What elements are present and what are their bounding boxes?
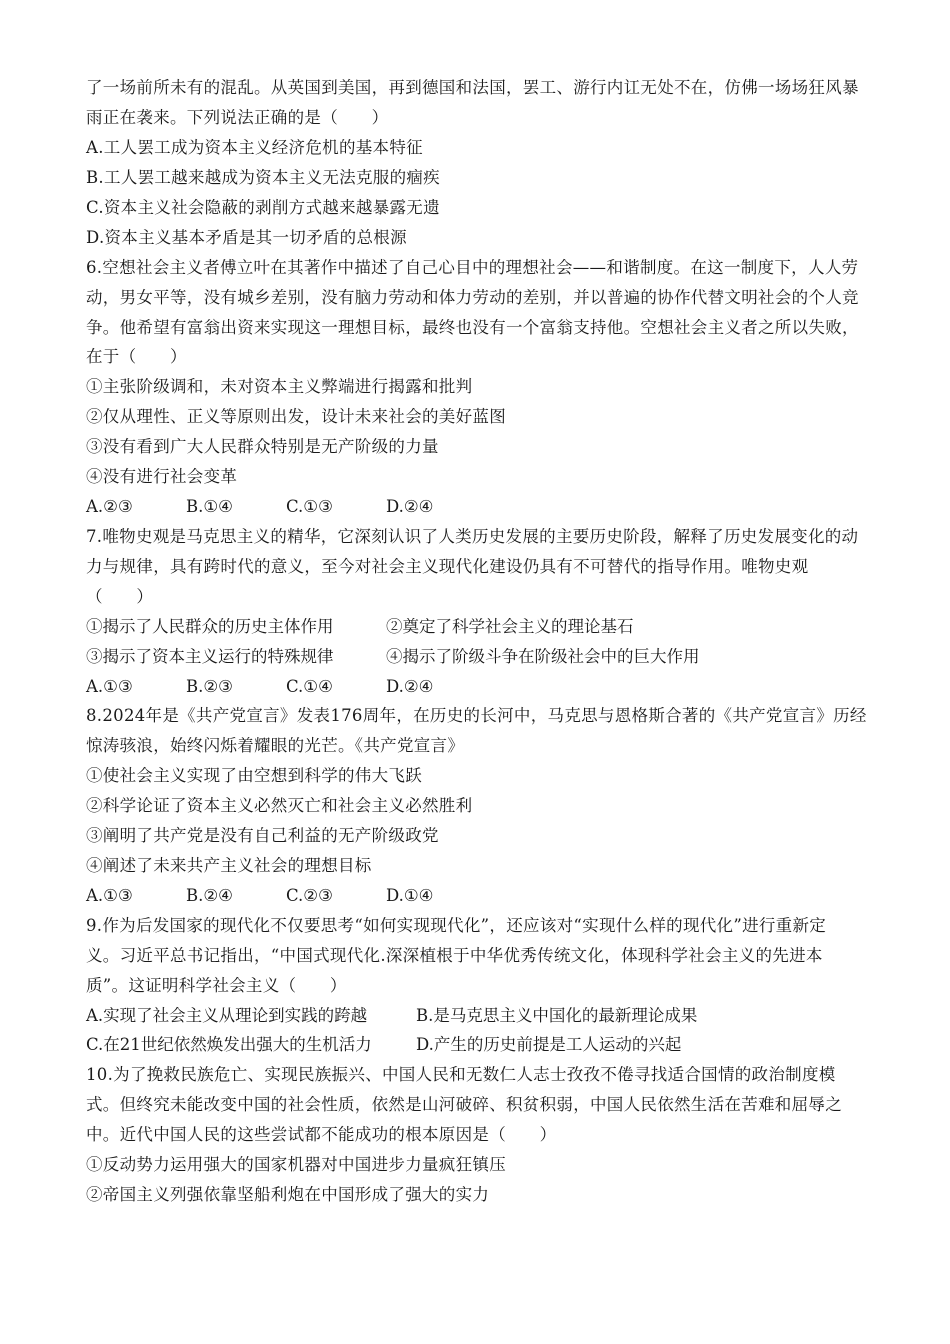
- q5-option-a: A.工人罢工成为资本主义经济危机的基本特征: [86, 138, 423, 157]
- q9-stem-line-3: 质”。这证明科学社会主义（ ）: [86, 976, 347, 995]
- q9-option-b: B.是马克思主义中国化的最新理论成果: [416, 1006, 698, 1025]
- q6-option-a: A.②③: [86, 497, 133, 516]
- q9-stem-line-2: 义。习近平总书记指出，“中国式现代化.深深植根于中华优秀传统文化，体现科学社会主义的先进本: [86, 946, 823, 965]
- q8-item-3: ③阐明了共产党是没有自己利益的无产阶级政党: [86, 826, 439, 845]
- q9-stem-line-1: 9.作为后发国家的现代化不仅要思考“如何实现现代化”，还应该对“实现什么样的现代化”进行重新定: [86, 916, 827, 935]
- q6-item-3: ③没有看到广大人民群众特别是无产阶级的力量: [86, 437, 439, 456]
- q7-option-d: D.②④: [386, 677, 434, 696]
- q6-option-d: D.②④: [386, 497, 434, 516]
- q9-option-d: D.产生的历史前提是工人运动的兴起: [416, 1035, 682, 1054]
- q6-option-b: B.①④: [186, 497, 233, 516]
- q7-stem-line-1: 7.唯物史观是马克思主义的精华，它深刻认识了人类历史发展的主要历史阶段，解释了历史发展变化的动: [86, 527, 859, 546]
- q8-stem-line-1: 8.2024年是《共产党宣言》发表176周年，在历史的长河中，马克思与恩格斯合著的《共产党宣言》历经: [86, 706, 867, 725]
- q8-option-d: D.①④: [386, 886, 434, 905]
- q7-option-b: B.②③: [186, 677, 233, 696]
- q5-stem-line-2: 雨正在袭来。下列说法正确的是（ ）: [86, 108, 389, 127]
- q8-option-b: B.②④: [186, 886, 233, 905]
- q10-stem-line-1: 10.为了挽救民族危亡、实现民族振兴、中国人民和无数仁人志士孜孜不倦寻找适合国情的政治制度模: [86, 1065, 836, 1084]
- q6-item-4: ④没有进行社会变革: [86, 467, 238, 486]
- q6-stem-line-2: 动，男女平等，没有城乡差别，没有脑力劳动和体力劳动的差别，并以普遍的协作代替文明社会的个人竞: [86, 288, 859, 307]
- q7-stem-line-3: （ ）: [86, 587, 154, 606]
- q6-stem-line-3: 争。他希望有富翁出资来实现这一理想目标，最终也没有一个富翁支持他。空想社会主义者之所以失败，: [86, 318, 859, 337]
- q6-stem-line-4: 在于（ ）: [86, 347, 187, 366]
- q7-option-a: A.①③: [86, 677, 133, 696]
- q8-item-4: ④阐述了未来共产主义社会的理想目标: [86, 856, 372, 875]
- q7-option-c: C.①④: [286, 677, 333, 696]
- q5-stem-line-1: 了一场前所未有的混乱。从英国到美国，再到德国和法国，罢工、游行内讧无处不在，仿佛一场场狂风暴: [86, 78, 859, 97]
- q7-item-1: ①揭示了人民群众的历史主体作用: [86, 617, 334, 636]
- q6-item-1: ①主张阶级调和，未对资本主义弊端进行揭露和批判: [86, 377, 473, 396]
- q7-item-4: ④揭示了阶级斗争在阶级社会中的巨大作用: [386, 647, 700, 666]
- q10-stem-line-2: 式。但终究未能改变中国的社会性质，依然是山河破碎、积贫积弱，中国人民依然生活在苦难和屈辱之: [86, 1095, 842, 1114]
- q5-option-b: B.工人罢工越来越成为资本主义无法克服的痼疾: [86, 168, 440, 187]
- q10-item-2: ②帝国主义列强依靠坚船利炮在中国形成了强大的实力: [86, 1185, 490, 1204]
- q5-option-c: C.资本主义社会隐蔽的剥削方式越来越暴露无遗: [86, 198, 440, 217]
- q8-item-1: ①使社会主义实现了由空想到科学的伟大飞跃: [86, 766, 422, 785]
- q9-option-c: C.在21世纪依然焕发出强大的生机活力: [86, 1035, 372, 1054]
- q7-item-2: ②奠定了科学社会主义的理论基石: [386, 617, 634, 636]
- q8-option-c: C.②③: [286, 886, 333, 905]
- q7-stem-line-2: 力与规律，具有跨时代的意义，至今对社会主义现代化建设仍具有不可替代的指导作用。唯物史观: [86, 557, 809, 576]
- q6-stem-line-1: 6.空想社会主义者傅立叶在其著作中描述了自己心目中的理想社会——和谐制度。在这一制度下，人人劳: [86, 258, 859, 277]
- q6-option-c: C.①③: [286, 497, 333, 516]
- q8-item-2: ②科学论证了资本主义必然灭亡和社会主义必然胜利: [86, 796, 473, 815]
- q5-option-d: D.资本主义基本矛盾是其一切矛盾的总根源: [86, 228, 407, 247]
- q10-item-1: ①反动势力运用强大的国家机器对中国进步力量疯狂镇压: [86, 1155, 506, 1174]
- q6-item-2: ②仅从理性、正义等原则出发，设计未来社会的美好蓝图: [86, 407, 506, 426]
- q7-item-3: ③揭示了资本主义运行的特殊规律: [86, 647, 334, 666]
- q8-stem-line-2: 惊涛骇浪，始终闪烁着耀眼的光芒。《共产党宣言》: [86, 736, 465, 755]
- q10-stem-line-3: 中。近代中国人民的这些尝试都不能成功的根本原因是（ ）: [86, 1125, 557, 1144]
- q8-option-a: A.①③: [86, 886, 133, 905]
- q9-option-a: A.实现了社会主义从理论到实践的跨越: [86, 1006, 368, 1025]
